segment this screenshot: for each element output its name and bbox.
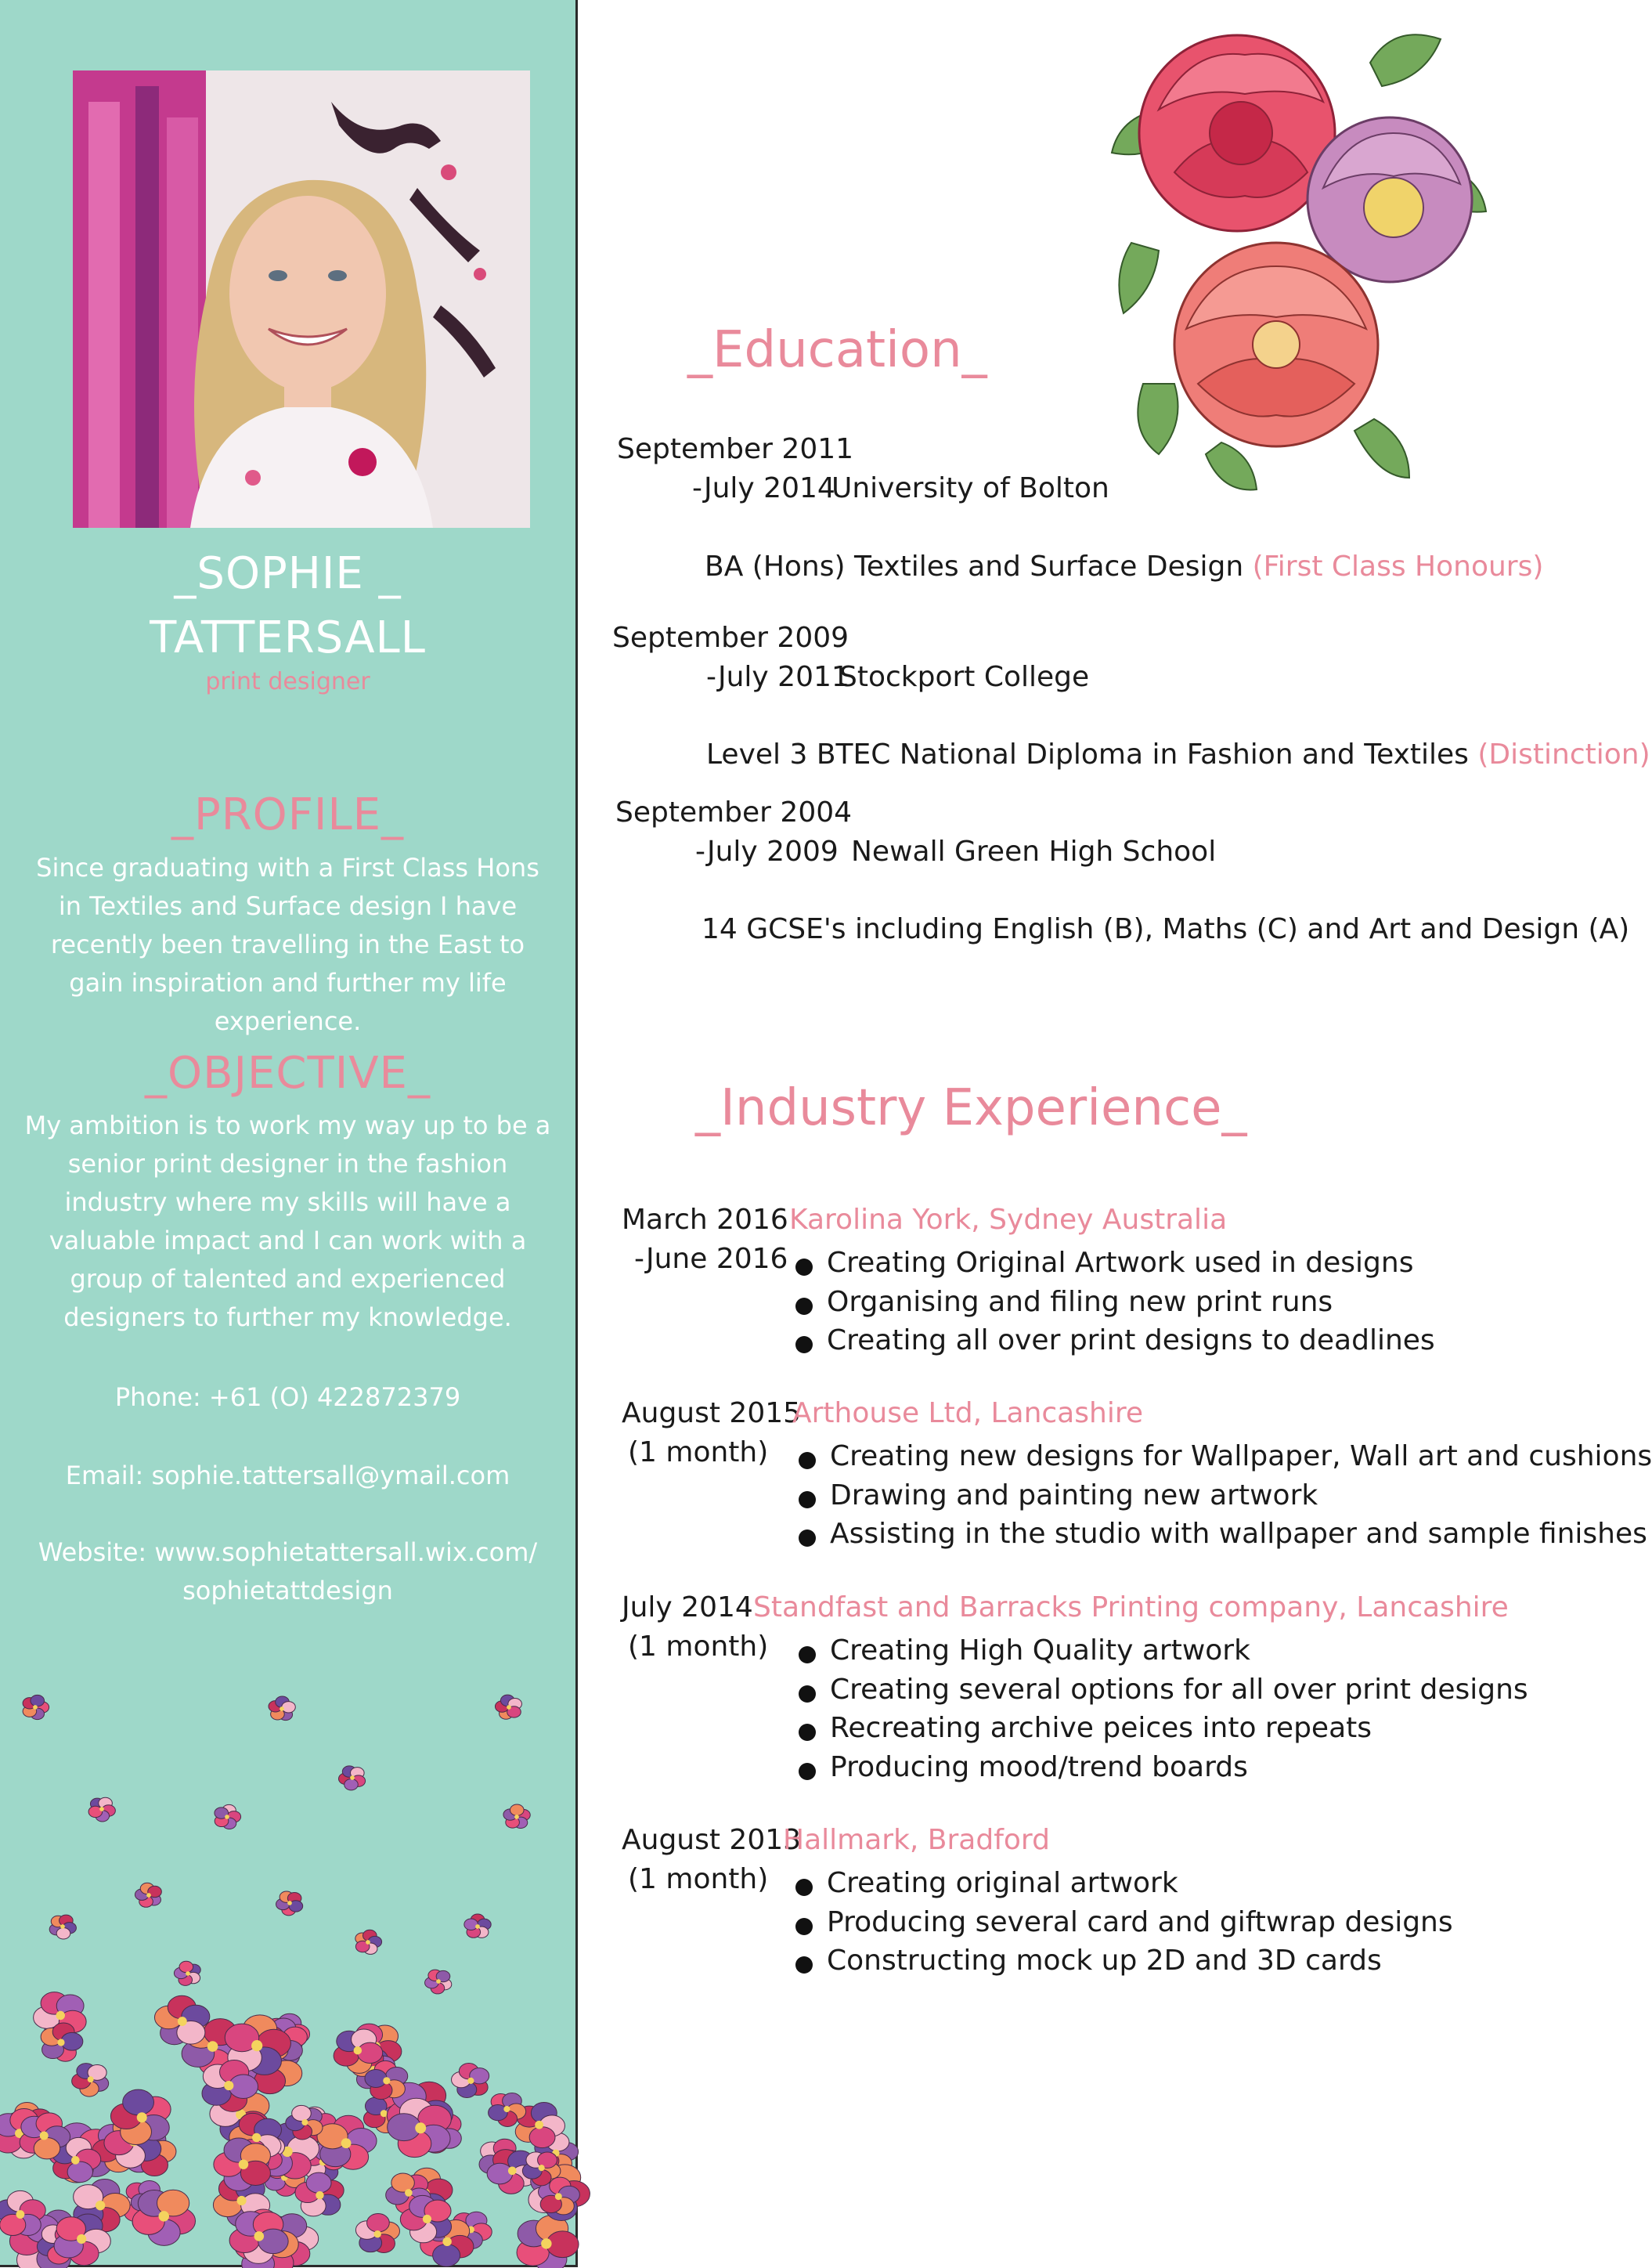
exp-1-bullet: Creating all over print designs to deadlines — [795, 1321, 1435, 1360]
edu-2-start: September 2009 — [612, 622, 849, 654]
exp-4-bullet: Producing several card and giftwrap designs — [795, 1903, 1453, 1942]
edu-3-end: -July 2009 — [695, 836, 839, 868]
pansy-flower — [0, 2190, 45, 2235]
exp-2-duration: (1 month) — [628, 1436, 769, 1468]
pansy-flower — [215, 1804, 241, 1829]
exp-4-company: Hallmark, Bradford — [783, 1824, 1050, 1856]
objective-text: My ambition is to work my way up to be a senior print designer in the fashion industry where my skills will have a valuable impact and I can work with a group of talented and experienced designers to further my knowledge. — [24, 1111, 551, 1332]
pansy-flower — [503, 1804, 530, 1828]
website-text — [23, 1533, 552, 1610]
portrait-illustration — [73, 70, 530, 528]
pansy-flower — [355, 2214, 399, 2253]
exp-1-bullet-list — [795, 1244, 1435, 1360]
exp-3-bullet: Creating High Quality artwork — [799, 1631, 1528, 1670]
edu-3-qualification-text: 14 GCSE's including English (B), Maths (C) and Art and Design (A) — [702, 913, 1630, 945]
profile-text: Since graduating with a First Class Hons in Textiles and Surface design I have recently been travelling in the East to gain inspiration and further my life experience. — [36, 853, 539, 1036]
edu-2-institution: Stockport College — [839, 661, 1090, 693]
website-line-2: sophietattdesign — [182, 1576, 393, 1605]
pansy-flower — [72, 2064, 109, 2096]
edu-2-grade: (Distinction) — [1477, 739, 1650, 771]
edu-1-grade: (First Class Honours) — [1252, 551, 1544, 583]
edu-3-institution: Newall Green High School — [851, 836, 1217, 868]
pansy-flower — [276, 1891, 303, 1916]
pansy-flower — [355, 1930, 382, 1954]
pansy-flower — [269, 1696, 295, 1721]
website-line-1: Website: www.sophietattersall.wix.com/ — [38, 1537, 538, 1567]
edu-1-institution: University of Bolton — [831, 472, 1109, 504]
profile-heading: _PROFILE_ — [171, 789, 405, 840]
exp-4-date: August 2013 — [622, 1824, 802, 1856]
edu-1-start: September 2011 — [617, 433, 854, 465]
exp-2-date: August 2015 — [622, 1397, 802, 1429]
exp-2-bullet: Creating new designs for Wallpaper, Wall art and cushions — [799, 1437, 1652, 1476]
objective-heading: _OBJECTIVE_ — [145, 1048, 431, 1099]
pansy-flower — [135, 1883, 161, 1907]
pansy-flower — [425, 1970, 452, 1994]
profile-photo — [73, 70, 530, 528]
exp-4-bullet: Creating original artwork — [795, 1864, 1453, 1903]
peony-flowers-illustration — [1112, 16, 1488, 501]
pansy-flower — [517, 2216, 579, 2268]
exp-3-duration: (1 month) — [628, 1631, 769, 1663]
education-heading: _Education_ — [687, 321, 987, 379]
pansy-flower — [23, 1695, 49, 1719]
exp-3-bullet: Producing mood/trend boards — [799, 1748, 1528, 1787]
edu-2-end: -July 2011 — [706, 661, 849, 693]
exp-4-bullet: Constructing mock up 2D and 3D cards — [795, 1941, 1453, 1981]
email-text: Email: sophie.tattersall@ymail.com — [65, 1461, 510, 1490]
exp-2-company: Arthouse Ltd, Lancashire — [792, 1397, 1143, 1429]
exp-2-bullet: Assisting in the studio with wallpaper and sample finishes — [799, 1515, 1652, 1554]
edu-2-qualification — [706, 739, 1650, 771]
exp-1-bullet: Organising and filing new print runs — [795, 1283, 1435, 1322]
exp-1-company: Karolina York, Sydney Australia — [789, 1204, 1228, 1236]
pansy-flower — [154, 1995, 209, 2044]
exp-2-bullet-list — [799, 1437, 1652, 1554]
exp-3-date: July 2014 — [622, 1591, 753, 1623]
exp-1-date: March 2016 — [622, 1204, 788, 1236]
exp-4-bullet-list — [795, 1864, 1453, 1981]
edu-3-qualification — [702, 913, 1629, 945]
pansy-flowers-illustration — [0, 1660, 575, 2265]
name-last: TATTERSALL — [150, 612, 426, 663]
exp-3-bullet-list — [799, 1631, 1528, 1786]
pansy-flower — [495, 1695, 521, 1719]
exp-3-bullet: Creating several options for all over print designs — [799, 1670, 1528, 1710]
pansy-flower — [452, 2063, 489, 2097]
edu-1-qualification-text: BA (Hons) Textiles and Surface Design — [705, 551, 1244, 583]
exp-3-bullet: Recreating archive peices into repeats — [799, 1709, 1528, 1748]
pansy-flower — [132, 2190, 195, 2245]
experience-heading: _Industry Experience_ — [695, 1079, 1247, 1137]
pansy-flower — [49, 1915, 76, 1939]
edu-1-end: -July 2014 — [692, 472, 835, 504]
exp-4-duration: (1 month) — [628, 1863, 769, 1895]
pansy-flower — [464, 1914, 491, 1938]
edu-2-qualification-text: Level 3 BTEC National Diploma in Fashion and Textiles — [706, 739, 1469, 771]
edu-3-start: September 2004 — [615, 796, 853, 829]
exp-2-bullet: Drawing and painting new artwork — [799, 1476, 1652, 1515]
sidebar — [0, 0, 578, 2267]
edu-1-qualification — [705, 551, 1543, 583]
job-title: print designer — [205, 668, 370, 695]
name-first: _SOPHIE _ — [174, 548, 402, 599]
exp-3-company: Standfast and Barracks Printing company, Lancashire — [753, 1591, 1509, 1623]
exp-1-bullet: Creating Original Artwork used in designs — [795, 1244, 1435, 1283]
phone-text: Phone: +61 (O) 422872379 — [114, 1382, 461, 1412]
pansy-flower — [88, 1797, 115, 1822]
pansy-flower — [174, 1961, 200, 1985]
exp-1-duration: -June 2016 — [634, 1243, 788, 1275]
pansy-flower — [338, 1766, 365, 1790]
